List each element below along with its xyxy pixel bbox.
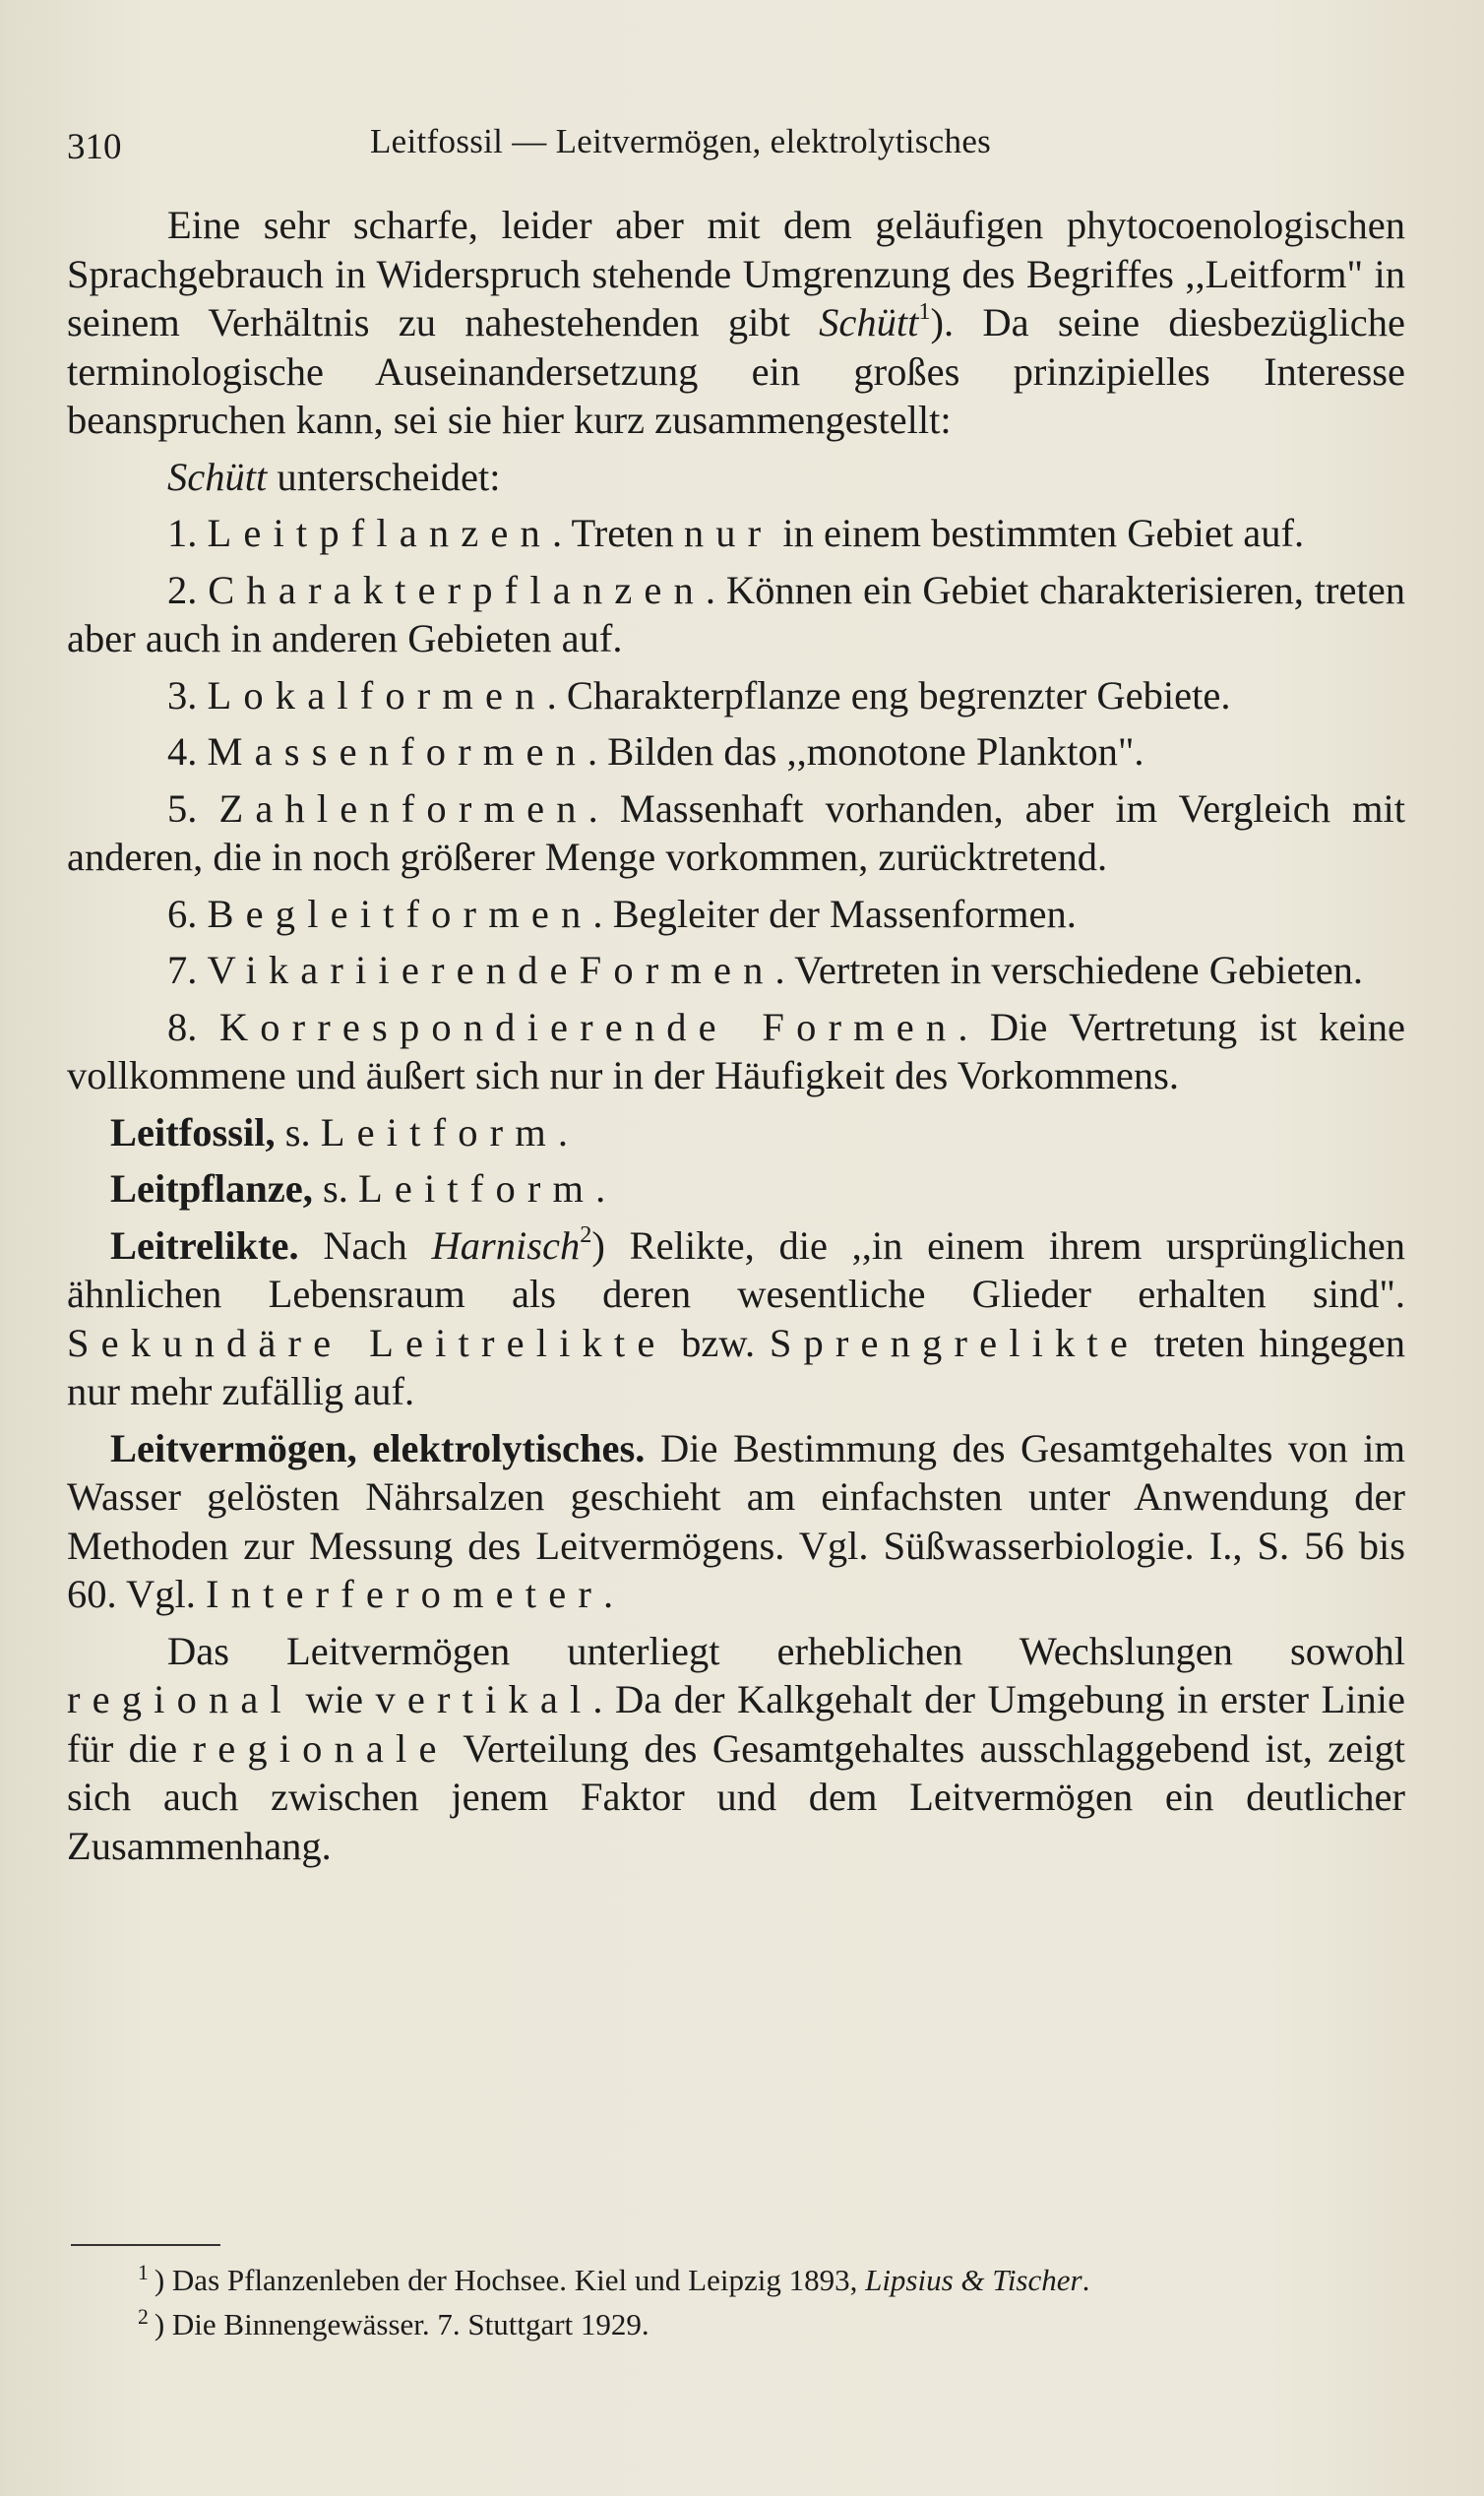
list-item <box>67 566 1405 663</box>
emphasis-text: regional <box>67 1677 293 1721</box>
page-number: 310 <box>67 127 122 167</box>
running-title: Leitfossil — Leitvermögen, elektrolytisches <box>370 122 992 160</box>
item-term: Leitpflanzen <box>207 511 552 555</box>
paragraph-text: Verteilung des Gesamtgehaltes ausschlaggebend ist, zeigt sich auch zwischen jenem Faktor und dem Leitvermögen ein deutlicher Zusammenhang. <box>67 1725 1406 1868</box>
item-term: Zahlenformen <box>218 785 588 831</box>
emphasis-text: vertikal <box>375 1677 593 1721</box>
footnote-text: ) Das Pflanzenleben der Hochsee. Kiel und Leipzig 1893, <box>154 2263 866 2297</box>
footnote-divider <box>71 2244 220 2246</box>
intro-paragraph <box>67 201 1405 445</box>
entry-leitrelikte <box>67 1221 1405 1416</box>
footnote-publisher: Lipsius & Tischer <box>865 2263 1082 2297</box>
item-text: . Die Vertretung ist keine vollkommene und äußert sich nur in der Häufigkeit des Vorkommens. <box>67 1004 1406 1097</box>
footnote-end: . <box>1082 2263 1090 2297</box>
schuett-intro <box>67 453 1405 502</box>
entry-text: s. <box>312 1166 358 1211</box>
item-number: 8. <box>167 1004 219 1049</box>
emphasis-text: Sekundäre Leitrelikte <box>67 1320 667 1365</box>
schuett-text: unterscheidet: <box>267 454 501 499</box>
item-term: Begleitformen <box>207 891 593 936</box>
item-number: 7. <box>167 948 208 992</box>
entry-text: Nach <box>298 1222 432 1268</box>
entry-leitpflanze <box>67 1164 1405 1214</box>
entry-headword: Leitfossil, <box>110 1109 276 1154</box>
list-item <box>67 890 1405 939</box>
item-number: 6. <box>167 891 208 936</box>
footnote <box>71 2302 1409 2346</box>
entry-leitvermoegen <box>67 1424 1405 1619</box>
entry-leitfossil <box>67 1108 1405 1157</box>
item-term: Korrespondierende Formen <box>218 1004 958 1049</box>
list-item <box>67 1003 1405 1100</box>
item-text: . Charakterpflanze eng begrenzter Gebiete. <box>546 672 1231 718</box>
cross-reference: Leitform <box>320 1109 558 1154</box>
list-item <box>67 509 1405 558</box>
list-item <box>67 784 1405 882</box>
cross-reference: Interferometer <box>206 1572 603 1616</box>
item-number: 1. <box>167 511 208 555</box>
entry-text: Die Bestimmung des Gesamtgehaltes von im Wasser gelösten Nährsalzen geschieht am einfachsten unter Anwendung der Methoden zur Messung des Leitvermögens. Vgl. Süßwasserbiologie. I., S. 56 bis 60. Vgl. <box>67 1425 1405 1616</box>
item-term: Massenformen <box>207 729 587 774</box>
item-term: VikariierendeFormen <box>207 948 775 992</box>
emphasis-text: Sprengrelikte <box>769 1320 1140 1365</box>
entry-text: s. <box>275 1109 321 1154</box>
item-term: Charakterpflanzen <box>208 567 706 612</box>
footnote-mark: 1 <box>138 2261 149 2285</box>
paragraph-text: wie <box>292 1677 376 1721</box>
entry-headword: Leitpflanze, <box>110 1166 313 1211</box>
page-header <box>67 122 1405 171</box>
entry-headword: Leitrelikte. <box>110 1222 299 1268</box>
item-number: 4. <box>167 729 208 774</box>
item-term: Lokalformen <box>207 672 547 718</box>
list-item <box>67 727 1405 777</box>
entry-headword: Leitvermögen, elektrolytisches. <box>110 1425 646 1470</box>
item-text: . Begleiter der Massenformen. <box>592 891 1077 936</box>
emphasis-text: regionale <box>192 1725 449 1771</box>
footnote <box>71 2258 1409 2302</box>
item-number: 5. <box>167 785 219 831</box>
author-name: Schütt <box>167 454 268 499</box>
cross-reference: Leitform <box>357 1166 596 1211</box>
closing-paragraph <box>67 1627 1405 1871</box>
paragraph-text: Das Leitvermögen unterliegt erheblichen Wechslungen sowohl <box>167 1628 1405 1673</box>
entry-text: . <box>595 1166 606 1211</box>
footnote-ref-2: 2 <box>580 1220 592 1248</box>
author-name: Harnisch <box>431 1222 581 1268</box>
item-text: . Können ein Gebiet charakterisieren, treten aber auch in anderen Gebieten auf. <box>67 567 1406 660</box>
list-item <box>67 946 1405 995</box>
emphasis-text: nur <box>683 511 773 555</box>
entry-text: . <box>602 1572 614 1616</box>
author-name: Schütt <box>819 300 919 344</box>
main-text <box>67 201 1405 1878</box>
entry-text: bzw. <box>666 1320 770 1365</box>
intro-text-2: ). Da seine diesbezügliche terminologische Auseinandersetzung ein großes prinzipielles Interesse beanspruchen kann, sei sie hier kurz zusammengestellt: <box>67 300 1405 442</box>
item-number: 3. <box>167 672 208 718</box>
intro-text-1: Eine sehr scharfe, leider aber mit dem geläufigen phytocoenologischen Sprachgebrauch in Widerspruch stehende Umgrenzung des Begriffes ,,Leitform" in seinem Verhältnis zu nahestehenden gibt <box>67 203 1405 344</box>
entry-text: ) Relikte, die ,,in einem ihrem ursprünglichen ähnlichen Lebensraum als deren wesentliche Glieder erhalten sind". <box>67 1222 1405 1316</box>
item-number: 2. <box>167 567 209 612</box>
footnote-mark: 2 <box>138 2305 149 2330</box>
item-text: in einem bestimmten Gebiet auf. <box>773 511 1305 555</box>
item-text: . Bilden das ,,monotone Plankton". <box>587 729 1144 774</box>
entry-text: . <box>557 1109 569 1154</box>
item-text: . Vertreten in verschiedene Gebieten. <box>774 948 1364 992</box>
paragraph-text: . Da der Kalkgehalt der Umgebung in erster Linie für die <box>67 1677 1406 1771</box>
footnotes <box>71 2258 1409 2346</box>
item-text: . Treten <box>551 511 684 555</box>
entry-text: treten hingegen nur mehr zufällig auf. <box>67 1320 1405 1413</box>
item-text: . Massenhaft vorhanden, aber im Vergleich mit anderen, die in noch größerer Menge vorkommen, zurücktretend. <box>67 785 1406 879</box>
list-item <box>67 671 1405 720</box>
footnote-text: ) Die Binnengewässer. 7. Stuttgart 1929. <box>154 2307 649 2341</box>
footnote-ref-1: 1 <box>918 298 931 325</box>
